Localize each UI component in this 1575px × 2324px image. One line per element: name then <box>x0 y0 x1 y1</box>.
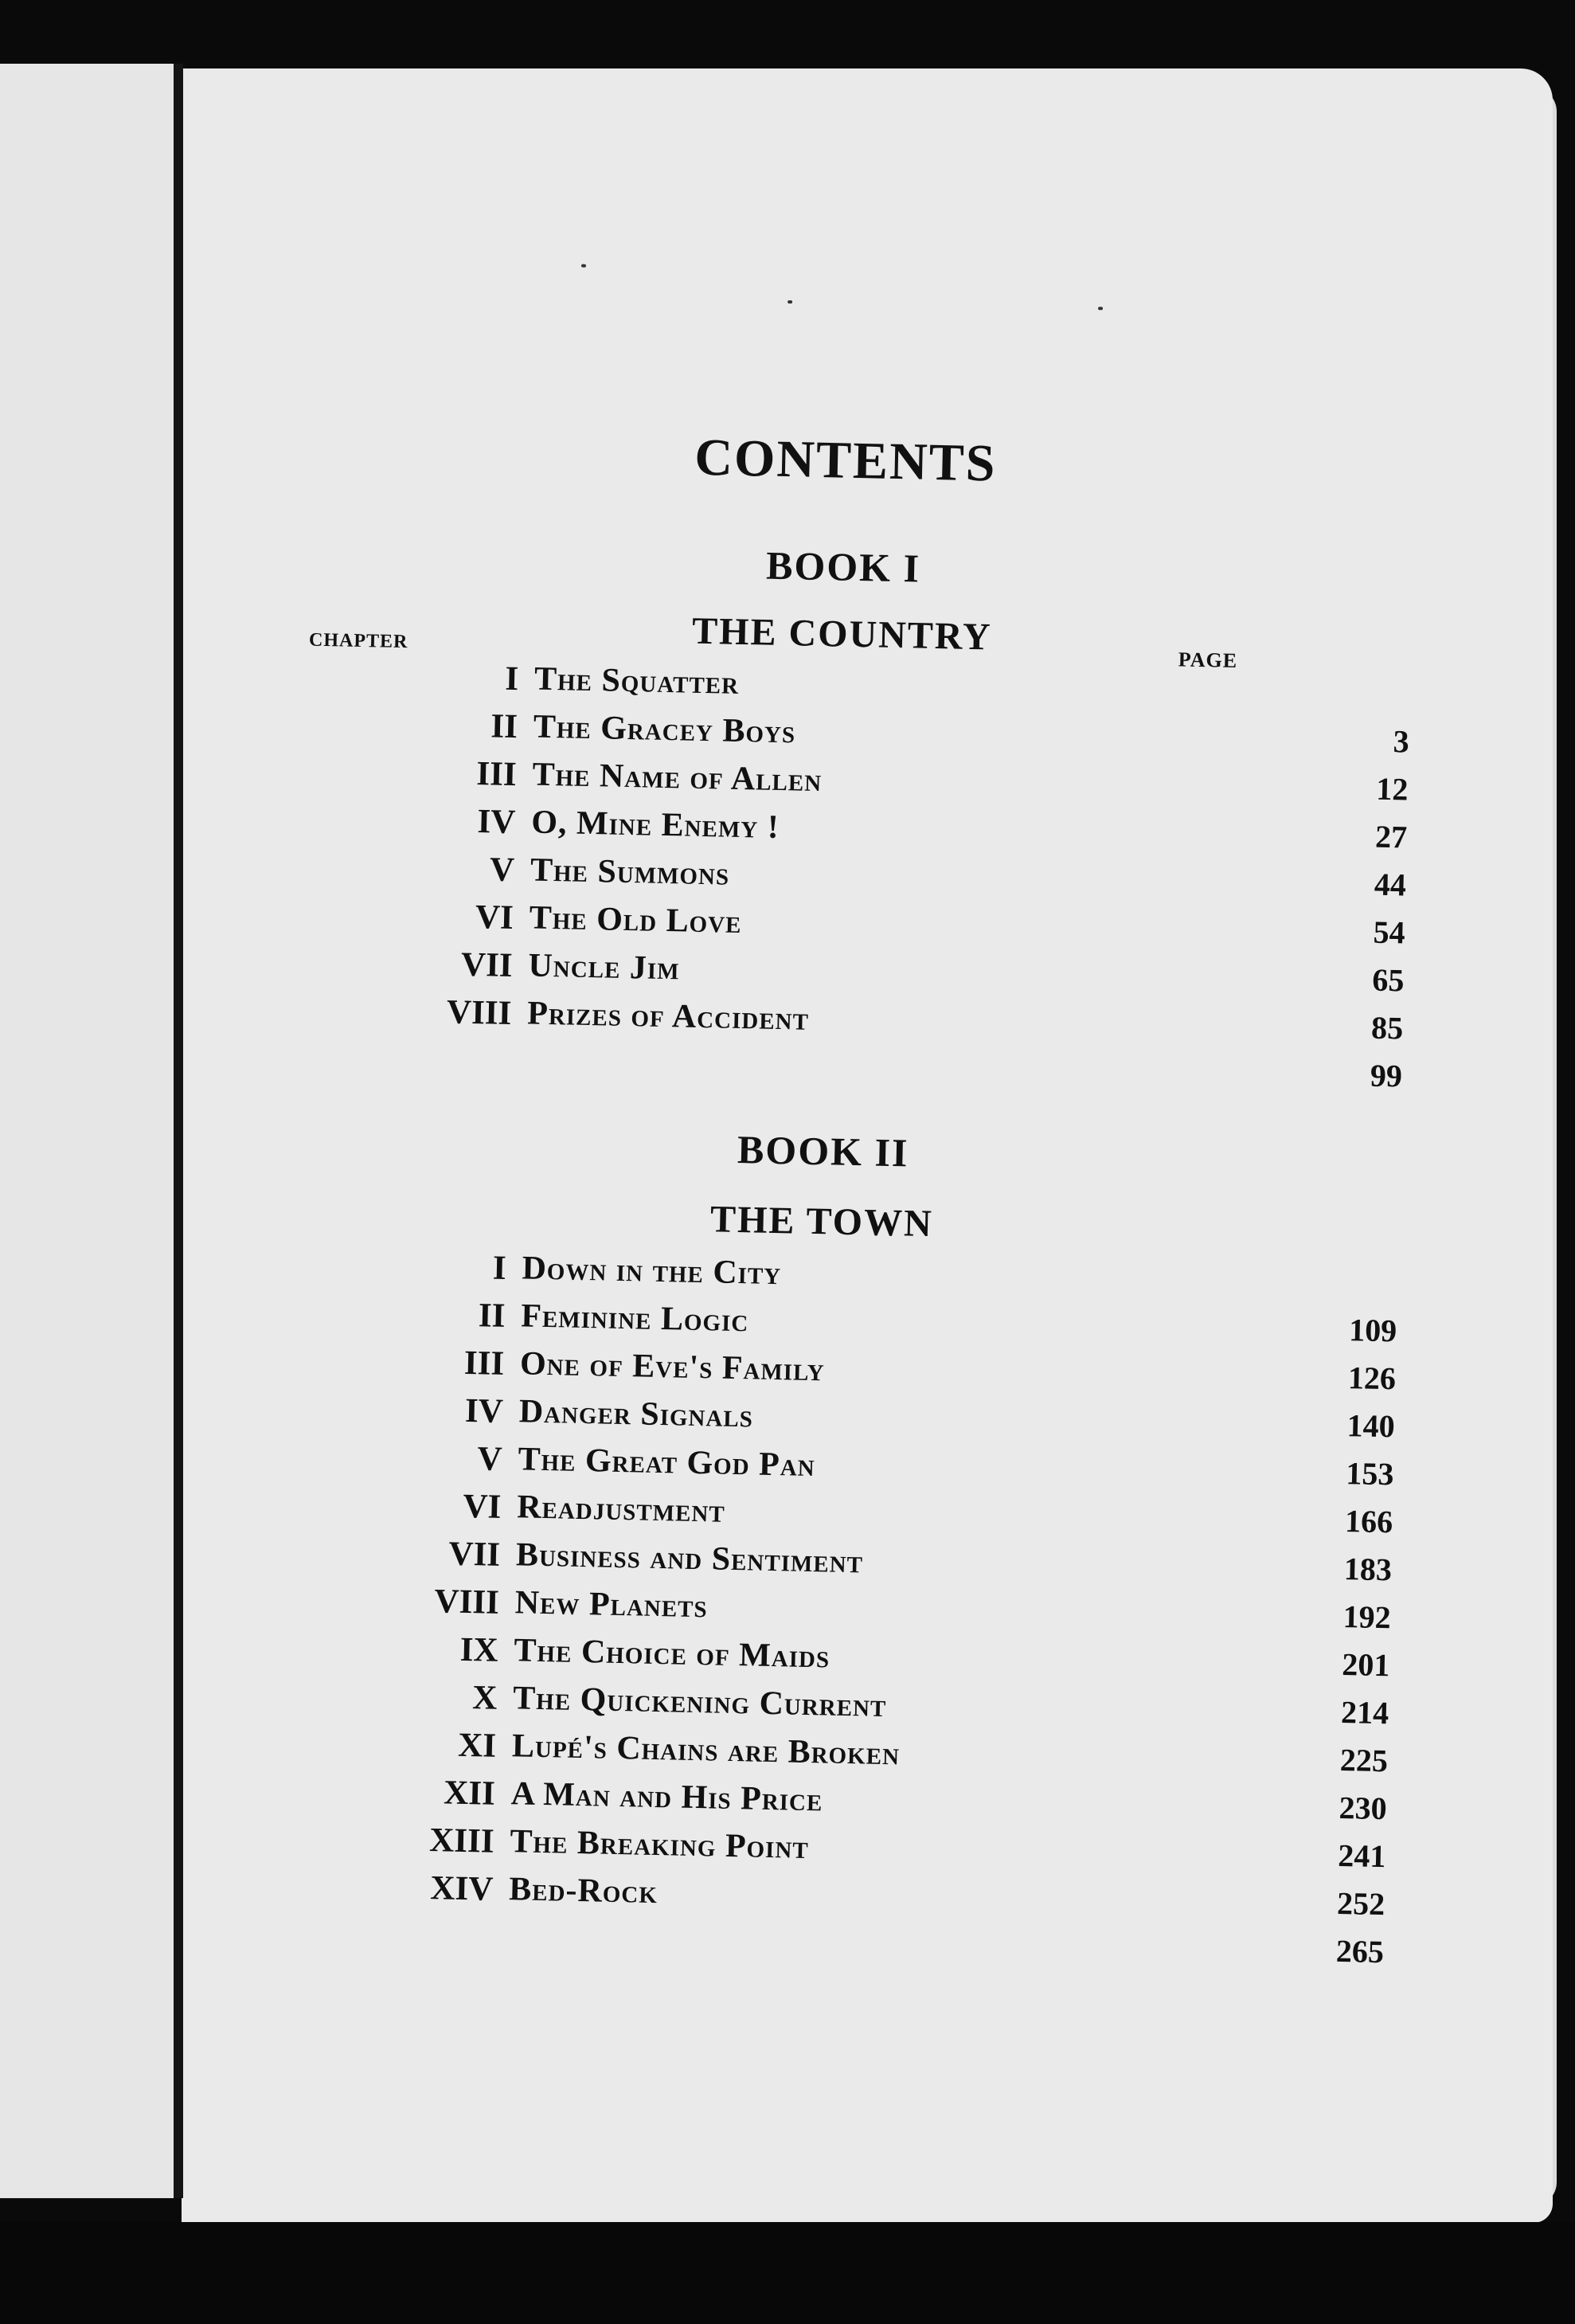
chapter-title: The Squatter <box>533 660 740 702</box>
chapter-numeral: III <box>463 1344 505 1383</box>
chapter-numeral: XI <box>457 1726 497 1765</box>
page-number: 241 <box>1337 1837 1386 1875</box>
page-number: 225 <box>1339 1741 1389 1779</box>
page-number: 85 <box>1370 1009 1404 1047</box>
chapter-title: The Gracey Boys <box>533 708 796 751</box>
page-number: 3 <box>1393 723 1410 760</box>
page-number: 109 <box>1348 1312 1397 1349</box>
book-2-subheading: THE TOWN <box>709 1198 934 1246</box>
chapter-numeral: VI <box>475 898 514 937</box>
book-2-heading: BOOK II <box>737 1126 910 1176</box>
chapter-title: The Breaking Point <box>510 1823 810 1867</box>
chapter-numeral: IV <box>477 803 516 842</box>
chapter-title: Uncle Jim <box>528 947 681 988</box>
bottom-shadow <box>0 2222 1575 2324</box>
chapter-numeral: IX <box>459 1630 499 1669</box>
chapter-title: The Name of Allen <box>532 756 823 800</box>
chapter-numeral: I <box>504 659 519 698</box>
page-number: 126 <box>1347 1360 1397 1397</box>
page-column-label: PAGE <box>1178 648 1238 672</box>
chapter-title: Prizes of Accident <box>526 995 810 1038</box>
chapter-title: New Planets <box>514 1584 709 1626</box>
ink-speck <box>581 264 586 268</box>
chapter-numeral: VII <box>460 945 514 985</box>
chapter-numeral: II <box>478 1297 506 1335</box>
chapter-numeral: VII <box>448 1535 501 1574</box>
chapter-title: The Choice of Maids <box>514 1632 830 1676</box>
chapter-numeral: XIII <box>428 1821 495 1860</box>
chapter-numeral: V <box>477 1440 503 1478</box>
book-1-heading: BOOK I <box>765 542 921 591</box>
ink-speck <box>788 300 792 303</box>
ink-speck <box>1098 307 1103 310</box>
contents-page-content <box>158 57 1574 2240</box>
chapter-numeral: VIII <box>446 993 512 1032</box>
chapter-numeral: I <box>492 1249 507 1287</box>
chapter-title: O, Mine Enemy ! <box>530 804 780 846</box>
chapter-title: Bed-Rock <box>508 1871 659 1911</box>
chapter-numeral: VI <box>463 1487 502 1526</box>
page-number: 192 <box>1342 1598 1392 1636</box>
page-number: 166 <box>1344 1503 1393 1540</box>
chapter-title: The Great God Pan <box>518 1441 816 1485</box>
page-number: 12 <box>1375 770 1409 808</box>
page-number: 27 <box>1374 818 1408 855</box>
page-number: 252 <box>1336 1884 1385 1923</box>
chapter-column-label: CHAPTER <box>308 629 408 653</box>
page-number: 140 <box>1346 1407 1396 1445</box>
contents-title: CONTENTS <box>694 428 998 493</box>
page-number: 54 <box>1373 914 1406 951</box>
chapter-numeral: VIII <box>434 1583 500 1622</box>
chapter-numeral: III <box>475 755 518 794</box>
chapter-numeral: II <box>490 707 518 746</box>
chapter-title: A Man and His Price <box>510 1775 823 1819</box>
chapter-title: Down in the City <box>522 1250 782 1293</box>
page-number: 265 <box>1335 1932 1385 1970</box>
page-number: 230 <box>1339 1789 1388 1827</box>
page-number: 201 <box>1341 1646 1390 1684</box>
chapter-numeral: XII <box>443 1774 496 1813</box>
book-1-subheading: THE COUNTRY <box>691 609 993 659</box>
chapter-numeral: X <box>471 1679 498 1717</box>
page-number: 214 <box>1340 1694 1389 1731</box>
chapter-title: Business and Sentiment <box>515 1536 864 1581</box>
chapter-numeral: V <box>489 851 515 890</box>
chapter-numeral: IV <box>464 1391 504 1430</box>
page-number: 99 <box>1370 1057 1403 1094</box>
page-number: 44 <box>1374 866 1407 903</box>
chapter-title: Readjustment <box>516 1489 726 1530</box>
chapter-title: The Quickening Current <box>512 1680 887 1725</box>
page-number: 153 <box>1345 1455 1394 1493</box>
chapter-title: Feminine Logic <box>520 1297 749 1340</box>
chapter-numeral: XIV <box>429 1869 494 1908</box>
page-number: 183 <box>1343 1551 1393 1588</box>
chapter-title: Lupé's Chains are Broken <box>511 1727 901 1773</box>
chapter-title: The Old Love <box>529 899 742 941</box>
chapter-title: One of Eve's Family <box>519 1345 826 1389</box>
chapter-title: Danger Signals <box>518 1393 754 1435</box>
page-number: 65 <box>1371 961 1405 999</box>
chapter-title: The Summons <box>530 851 730 893</box>
